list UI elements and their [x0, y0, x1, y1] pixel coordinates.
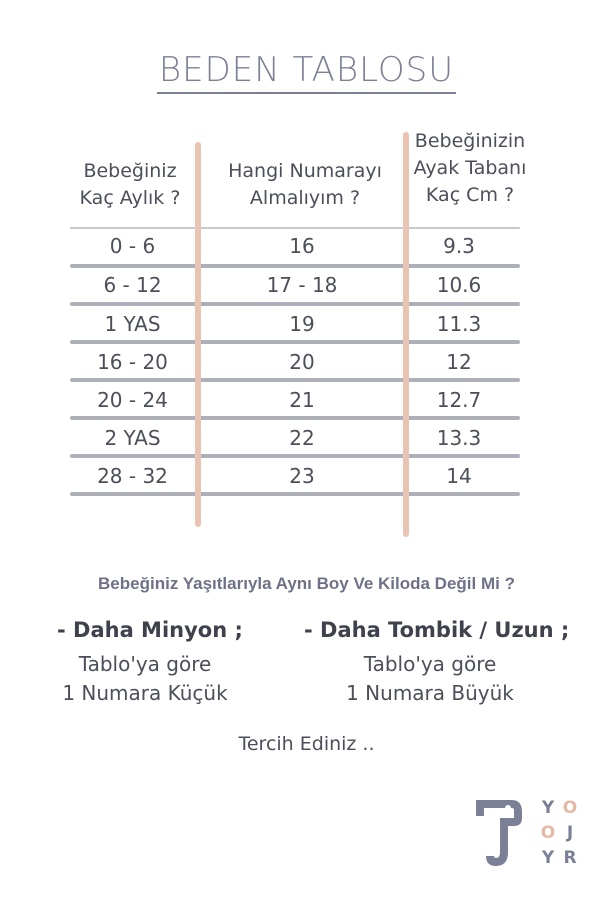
cell-age: 20 - 24: [97, 388, 168, 412]
logo-letter: R: [563, 848, 577, 868]
header-age: [60, 158, 200, 212]
logo-letter: O: [562, 798, 578, 818]
option-bigger-line2: 1 Numara Büyük: [346, 681, 514, 705]
cell-age: 16 - 20: [97, 350, 168, 374]
cell-foot-length: 11.3: [436, 312, 482, 336]
table-top-line: [70, 227, 520, 229]
cell-foot-length: 10.6: [436, 273, 482, 297]
option-bigger-text: [325, 650, 535, 708]
cell-foot-length: 13.3: [436, 426, 482, 450]
cell-age: 1 YAS: [104, 312, 161, 336]
cell-age: 2 YAS: [104, 426, 161, 450]
logo-letter: Y: [541, 848, 555, 868]
row-divider: [70, 340, 520, 344]
row-divider: [70, 378, 520, 382]
logo-letter: O: [540, 823, 556, 843]
option-smaller-line1: Tablo'ya göre: [78, 652, 212, 676]
header-age-line2: Kaç Aylık ?: [79, 187, 181, 209]
cell-size: 16: [289, 234, 315, 258]
closing-note: Tercih Ediniz ..: [238, 733, 375, 755]
cell-size: 21: [289, 388, 315, 412]
option-bigger-line1: Tablo'ya göre: [363, 652, 497, 676]
header-foot-line2: Ayak Tabanı: [413, 157, 527, 179]
cell-size: 20: [289, 350, 315, 374]
header-size-line2: Almalıyım ?: [249, 187, 361, 209]
cell-size: 17 - 18: [266, 273, 338, 297]
header-foot-length: [410, 128, 530, 209]
size-question: Bebeğiniz Yaşıtlarıyla Aynı Boy Ve Kiloda Değil Mi ?: [98, 574, 515, 593]
option-smaller-line2: 1 Numara Küçük: [62, 681, 228, 705]
page-title-text: BEDEN TABLOSU: [157, 50, 456, 94]
header-foot-line3: Kaç Cm ?: [425, 184, 515, 206]
row-divider: [70, 264, 520, 268]
page-title: [0, 50, 613, 90]
cell-size: 23: [289, 464, 315, 488]
header-size: [205, 158, 405, 212]
option-smaller-text: [40, 650, 250, 708]
row-divider: [70, 454, 520, 458]
row-divider: [70, 302, 520, 306]
cell-foot-length: 12: [446, 350, 472, 374]
cell-age: 6 - 12: [103, 273, 162, 297]
header-age-line1: Bebeğiniz: [83, 160, 177, 182]
cell-age: 0 - 6: [109, 234, 156, 258]
row-divider: [70, 492, 520, 496]
logo-letter: J: [566, 823, 574, 843]
header-size-line1: Hangi Numarayı: [228, 160, 382, 182]
cell-foot-length: 14: [446, 464, 472, 488]
option-smaller-title: - Daha Minyon ;: [57, 618, 243, 642]
elephant-icon: [472, 796, 528, 868]
row-divider: [70, 416, 520, 420]
cell-foot-length: 9.3: [443, 234, 475, 258]
cell-foot-length: 12.7: [436, 388, 482, 412]
option-bigger-title: - Daha Tombik / Uzun ;: [304, 618, 570, 642]
logo-letter: Y: [541, 798, 555, 818]
cell-size: 19: [289, 312, 315, 336]
cell-age: 28 - 32: [97, 464, 168, 488]
header-foot-line1: Bebeğinizin: [414, 130, 526, 152]
brand-logo-text-2: [560, 796, 580, 871]
cell-size: 22: [289, 426, 315, 450]
